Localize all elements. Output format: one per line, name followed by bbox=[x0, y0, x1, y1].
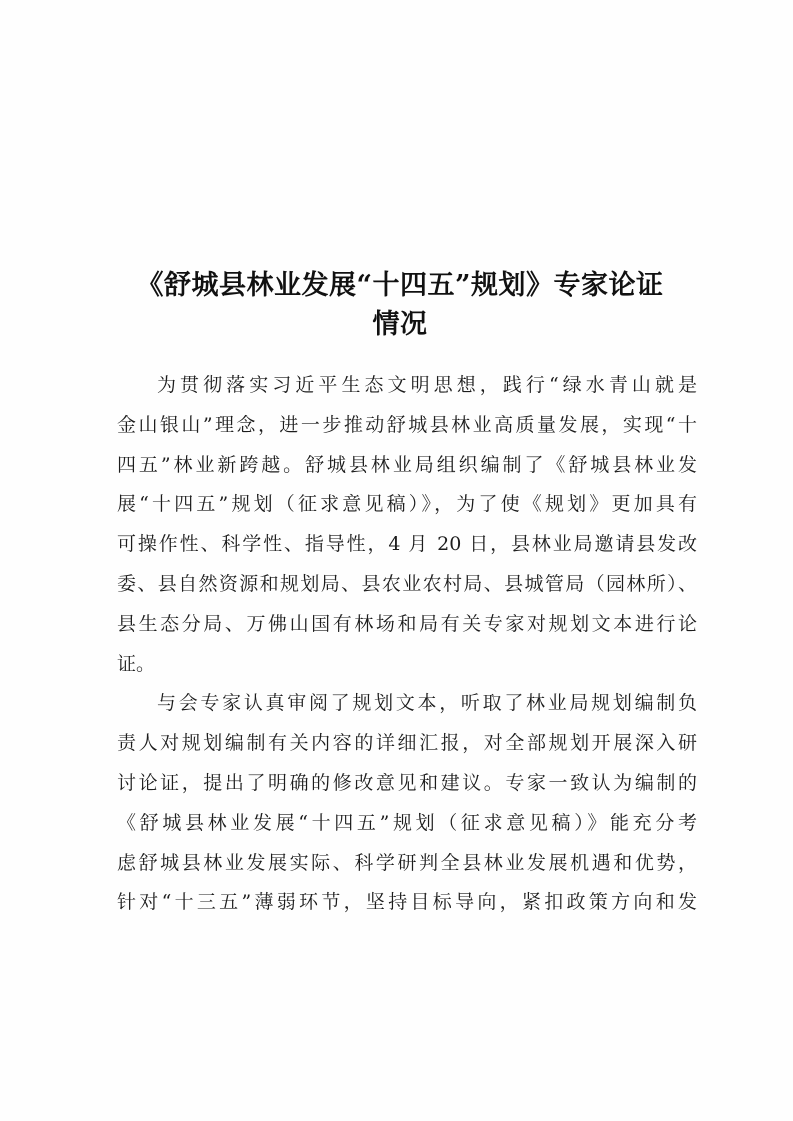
paragraph-line: 与会专家认真审阅了规划文本，听取了林业局规划编制负 bbox=[157, 692, 697, 715]
paragraph-line: 责人对规划编制有关内容的详细汇报，对全部规划开展深入研 bbox=[117, 732, 697, 755]
paragraph-line: 展“十四五”规划（征求意见稿）》，为了使《规划》更加具有 bbox=[117, 493, 697, 516]
paragraph-line: 委、县自然资源和规划局、县农业农村局、县城管局（园林所）、 bbox=[117, 572, 697, 595]
paragraph-2 bbox=[117, 684, 697, 923]
paragraph-line: 四五”林业新跨越。舒城县林业局组织编制了《舒城县林业发 bbox=[117, 453, 697, 476]
paragraph-line: 《舒城县林业发展“十四五”规划（征求意见稿）》能充分考 bbox=[117, 811, 697, 834]
paragraph-line: 为贯彻落实习近平生态文明思想，践行“绿水青山就是 bbox=[157, 374, 697, 396]
document-title-line-1: 《舒城县林业发展“十四五”规划》专家论证 bbox=[136, 270, 664, 301]
paragraph-line: 可操作性、科学性、指导性，4 月 20 日，县林业局邀请县发改 bbox=[117, 533, 697, 556]
paragraph-line: 虑舒城县林业发展实际、科学研判全县林业发展机遇和优势， bbox=[117, 851, 697, 874]
paragraph-line: 金山银山”理念，进一步推动舒城县林业高质量发展，实现“十 bbox=[117, 413, 697, 436]
paragraph-1 bbox=[117, 366, 697, 684]
paragraph-line: 针对“十三五”薄弱环节，坚持目标导向，紧扣政策方向和发 bbox=[117, 891, 697, 914]
paragraph-line: 讨论证，提出了明确的修改意见和建议。专家一致认为编制的 bbox=[117, 771, 697, 794]
document-body bbox=[117, 366, 697, 923]
document-title-line-2: 情况 bbox=[372, 309, 428, 340]
paragraph-line: 县生态分局、万佛山国有林场和局有关专家对规划文本进行论 bbox=[117, 612, 697, 635]
paragraph-line: 证。 bbox=[117, 652, 156, 675]
